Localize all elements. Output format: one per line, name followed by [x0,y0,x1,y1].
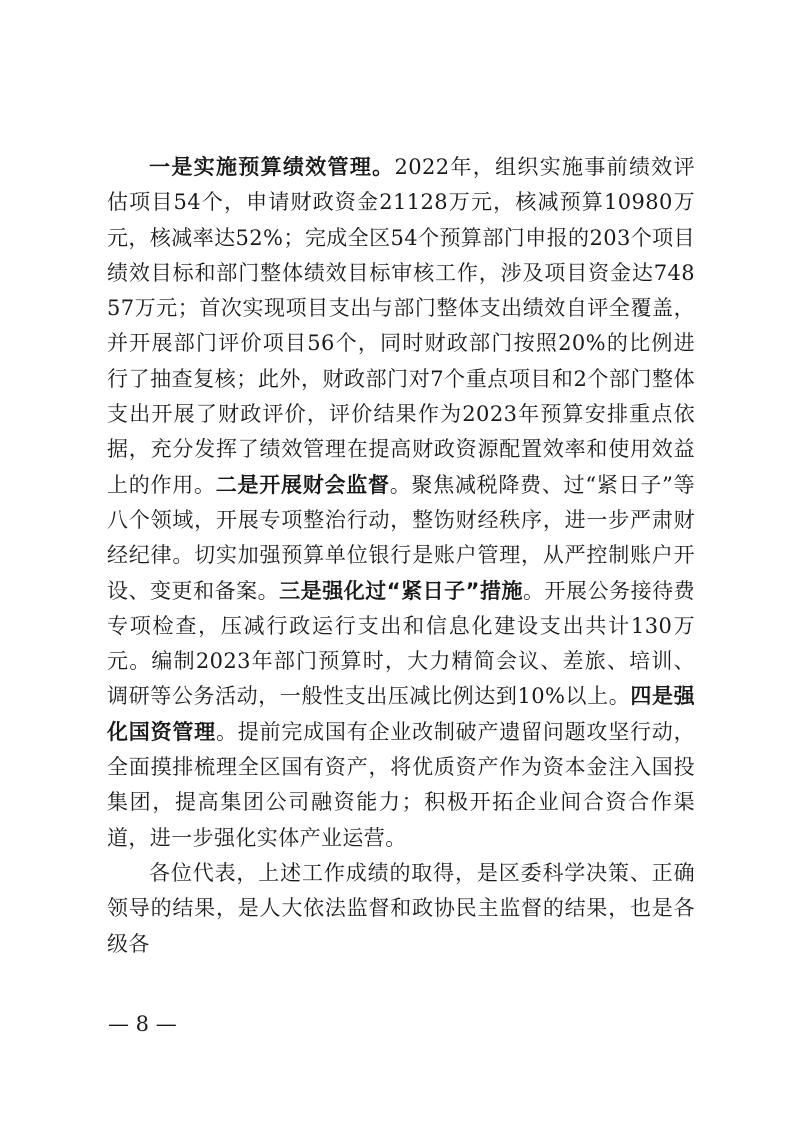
paragraph-acknowledgement [107,856,695,962]
text-financial-supervision: 。聚焦减税降费、过“紧日子”等八个领域，开展专项整治行动，整饬财经秩序，进一步严肃财经纪律。切实加强预算单位银行是账户管理，从严控制账户开设、变更和备案。 [107,472,696,603]
text-austerity-measures: 。开展公务接待费专项检查，压减行政运行支出和信息化建设支出共计130万元。编制2023年部门预算时，大力精简会议、差旅、培训、调研等公务活动，一般性支出压减比例达到10%以上。 [107,578,696,709]
text-state-assets: 。提前完成国有企业改制破产遗留问题攻坚行动，全面摸排梳理全区国有资产，将优质资产作为资本金注入国投集团，提高集团公司融资能力；积极开拓企业间合资合作渠道，进一步强化实体产业运营。 [107,719,695,850]
page-number: — 8 — [108,1012,177,1036]
text-acknowledgement: 各位代表，上述工作成绩的取得，是区委科学决策、正确领导的结果，是人大依法监督和政协民主监督的结果，也是各级各 [107,860,695,956]
heading-austerity-measures: 三是强化过“紧日子”措施 [279,578,523,603]
paragraph-budget-performance [107,150,695,856]
heading-state-assets: 四是强化国资管理 [107,684,695,744]
text-budget-performance: 2022年，组织实施事前绩效评估项目54个，申请财政资金21128万元，核减预算10980万元，核减率达52%；完成全区54个预算部门申报的203个项目绩效目标和部门整体绩效目标审核工作，涉及项目资金达74857万元；首次实现项目支出与部门整体支出绩效自评全覆盖，并开展部门评价项目56个，同时财政部门按照20%的比例进行了抽查复核；此外，财政部门对7个重点项目和2个部门整体支出开展了财政评价，评价结果作为2023年预算安排重点依据，充分发挥了绩效管理在提高财政资源配置效率和使用效益上的作用。 [107,155,695,497]
heading-budget-performance: 一是实施预算绩效管理。 [149,155,395,179]
body-text [107,150,695,962]
heading-financial-supervision: 二是开展财会监督 [215,472,390,497]
